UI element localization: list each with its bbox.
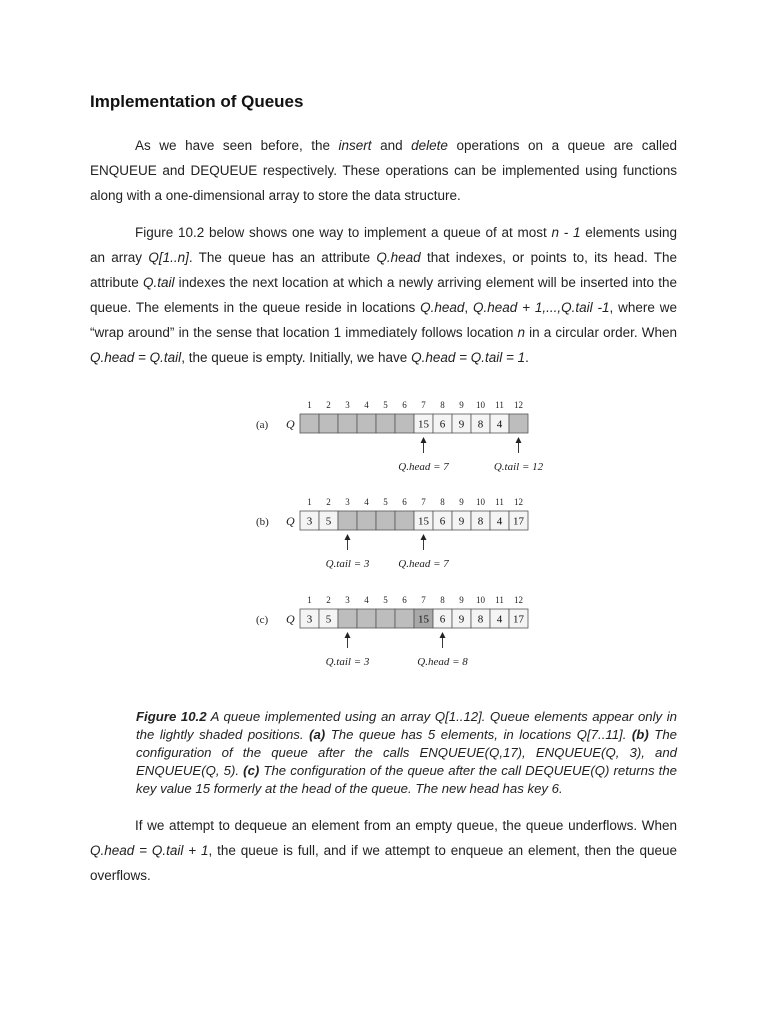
- text-run: .: [525, 350, 529, 365]
- text-run: that indexes, or points to, its head. The attribute: [90, 250, 677, 290]
- text-run: , the queue is full, and if we attempt to enqueue an element, then the queue overflows.: [90, 843, 677, 883]
- array-name-label: Q: [286, 514, 295, 528]
- cell-value: 9: [458, 418, 465, 431]
- array-cell: [395, 414, 414, 433]
- index-label: 10: [476, 497, 485, 507]
- index-label: 9: [459, 595, 464, 605]
- cell-value: 17: [513, 613, 524, 626]
- array-cell: [357, 511, 376, 530]
- array-cell: [338, 414, 357, 433]
- cell-value: 15: [418, 613, 429, 626]
- paragraph-figure-description: [90, 220, 677, 370]
- text-run: (a): [309, 727, 326, 742]
- text-run: The configuration of the queue after the call DEQUEUE(Q) returns the key value 15 formerly at the head of the queue. The new head has key 6.: [136, 763, 678, 796]
- pointer-label: Q.head = 8: [417, 656, 468, 668]
- index-label: 9: [459, 400, 464, 410]
- array-cell: [395, 511, 414, 530]
- cell-value: 4: [496, 515, 503, 528]
- text-run: insert: [338, 138, 372, 153]
- index-label: 10: [476, 400, 485, 410]
- text-run: A queue implemented using an array Q[1..12]. Queue elements appear only in the lightly shaded positions.: [136, 709, 677, 742]
- text-run: Q.head: [420, 300, 465, 315]
- queue-diagram-svg: [250, 396, 560, 686]
- index-label: 12: [514, 595, 523, 605]
- pointer-label: Q.tail = 3: [325, 656, 370, 668]
- index-label: 11: [495, 400, 504, 410]
- queue-figure: [250, 396, 560, 691]
- index-label: 12: [514, 497, 523, 507]
- text-run: n - 1: [551, 225, 581, 240]
- text-run: (b): [631, 727, 649, 742]
- text-run: , the queue is empty. Initially, we have: [181, 350, 412, 365]
- pointer-label: Q.tail = 3: [325, 558, 370, 570]
- text-run: The configuration of the queue after the calls ENQUEUE(Q,17), ENQUEUE(Q, 3), and ENQUEUE(Q, 5).: [136, 727, 677, 778]
- cell-value: 3: [306, 515, 313, 528]
- index-label: 4: [364, 595, 369, 605]
- index-label: 4: [364, 497, 369, 507]
- index-label: 5: [383, 497, 388, 507]
- cell-value: 15: [418, 515, 429, 528]
- pointer-arrow-head: [440, 632, 446, 638]
- index-label: 11: [495, 497, 504, 507]
- index-label: 12: [514, 400, 523, 410]
- text-run: Q.head: [376, 250, 421, 265]
- cell-value: 6: [439, 515, 446, 528]
- array-cell: [509, 414, 528, 433]
- text-run: Figure 10.2: [136, 709, 207, 724]
- index-label: 2: [326, 595, 331, 605]
- index-label: 5: [383, 595, 388, 605]
- text-run: delete: [411, 138, 448, 153]
- section-heading: Implementation of Queues: [90, 92, 304, 111]
- index-label: 1: [307, 400, 312, 410]
- pointer-arrow-head: [516, 437, 522, 443]
- cell-value: 6: [439, 418, 446, 431]
- array-cell: [357, 609, 376, 628]
- index-label: 11: [495, 595, 504, 605]
- array-cell: [300, 414, 319, 433]
- pointer-label: Q.head = 7: [398, 461, 449, 473]
- row-label: (a): [256, 419, 269, 431]
- text-run: (c): [243, 763, 260, 778]
- index-label: 2: [326, 497, 331, 507]
- array-cell: [395, 609, 414, 628]
- cell-value: 8: [477, 613, 484, 626]
- index-label: 7: [421, 595, 426, 605]
- array-cell: [319, 414, 338, 433]
- cell-value: 3: [306, 613, 313, 626]
- index-label: 8: [440, 400, 445, 410]
- array-cell: [357, 414, 376, 433]
- index-label: 7: [421, 400, 426, 410]
- cell-value: 8: [477, 515, 484, 528]
- index-label: 7: [421, 497, 426, 507]
- pointer-arrow-head: [345, 632, 351, 638]
- index-label: 8: [440, 595, 445, 605]
- index-label: 6: [402, 400, 407, 410]
- text-run: The queue has 5 elements, in locations Q[7..11].: [325, 727, 632, 742]
- array-cell: [338, 609, 357, 628]
- cell-value: 9: [458, 613, 465, 626]
- text-run: Q.head = Q.tail + 1: [90, 843, 209, 858]
- index-label: 1: [307, 595, 312, 605]
- pointer-label: Q.tail = 12: [493, 461, 544, 473]
- text-run: indexes the next location at which a newly arriving element will be inserted into the queue. The elements in the queue reside in locations: [90, 275, 677, 315]
- text-run: and: [371, 138, 412, 153]
- cell-value: 5: [325, 515, 332, 528]
- row-label: (c): [256, 614, 269, 626]
- paragraph-overflow: [90, 813, 677, 888]
- paragraph-intro: [90, 133, 677, 208]
- pointer-arrow-head: [421, 437, 427, 443]
- array-cell: [338, 511, 357, 530]
- index-label: 3: [345, 595, 350, 605]
- cell-value: 5: [325, 613, 332, 626]
- text-run: If we attempt to dequeue an element from an empty queue, the queue underflows. When: [135, 818, 677, 833]
- array-name-label: Q: [286, 417, 295, 431]
- array-name-label: Q: [286, 612, 295, 626]
- text-run: n: [517, 325, 525, 340]
- pointer-arrow-head: [345, 534, 351, 540]
- index-label: 3: [345, 400, 350, 410]
- figure-caption: [136, 708, 677, 798]
- text-run: in a circular order. When: [525, 325, 677, 340]
- row-label: (b): [256, 516, 269, 528]
- text-run: , where we “wrap around” in the sense that location 1 immediately follows location: [90, 300, 677, 340]
- index-label: 1: [307, 497, 312, 507]
- index-label: 4: [364, 400, 369, 410]
- index-label: 2: [326, 400, 331, 410]
- cell-value: 8: [477, 418, 484, 431]
- cell-value: 17: [513, 515, 524, 528]
- index-label: 3: [345, 497, 350, 507]
- cell-value: 9: [458, 515, 465, 528]
- cell-value: 4: [496, 418, 503, 431]
- text-run: Q.head = Q.tail: [90, 350, 182, 365]
- text-run: elements using an array: [90, 225, 677, 265]
- array-cell: [376, 511, 395, 530]
- text-run: Q[1..n]: [148, 250, 189, 265]
- index-label: 6: [402, 497, 407, 507]
- pointer-arrow-head: [421, 534, 427, 540]
- index-label: 5: [383, 400, 388, 410]
- array-cell: [376, 414, 395, 433]
- text-run: . The queue has an attribute: [188, 250, 377, 265]
- index-label: 10: [476, 595, 485, 605]
- text-run: As we have seen before, the: [135, 138, 339, 153]
- text-run: operations on a queue are called ENQUEUE and DEQUEUE respectively. These operations can be implemented using functions along with a one-dimensional array to store the data structure.: [90, 138, 677, 203]
- index-label: 8: [440, 497, 445, 507]
- pointer-label: Q.head = 7: [398, 558, 449, 570]
- index-label: 9: [459, 497, 464, 507]
- cell-value: 4: [496, 613, 503, 626]
- cell-value: 6: [439, 613, 446, 626]
- text-run: Q.head = Q.tail = 1: [411, 350, 526, 365]
- cell-value: 15: [418, 418, 429, 431]
- index-label: 6: [402, 595, 407, 605]
- text-run: Q.tail: [142, 275, 175, 290]
- text-run: ,: [464, 300, 474, 315]
- text-run: Q.head + 1,...,Q.tail -1: [473, 300, 610, 315]
- array-cell: [376, 609, 395, 628]
- text-run: Figure 10.2 below shows one way to implement a queue of at most: [135, 225, 552, 240]
